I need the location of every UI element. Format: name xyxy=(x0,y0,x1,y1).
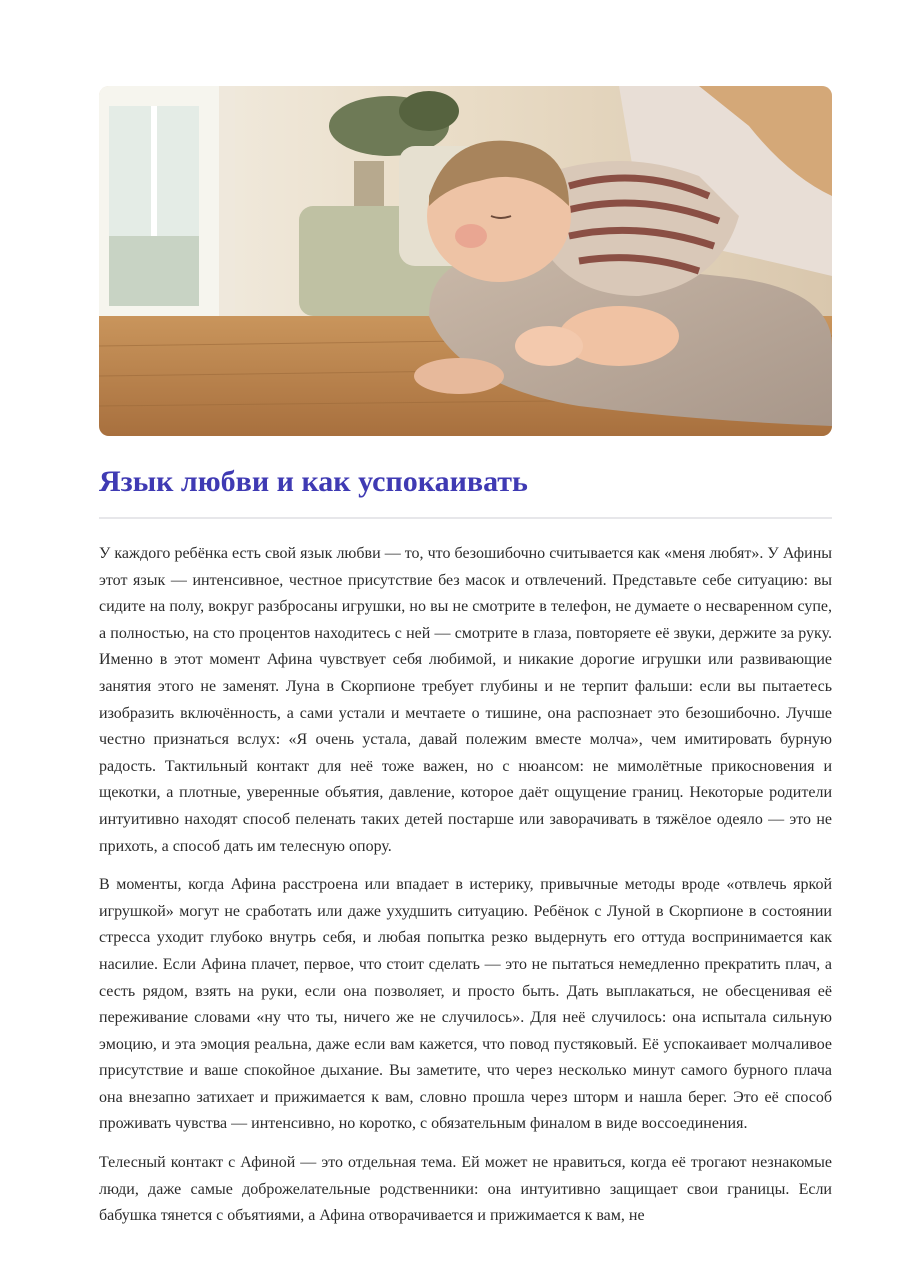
photo-child-sleeping-on-lap xyxy=(99,86,832,436)
article-body xyxy=(99,541,832,1242)
hero-photo xyxy=(99,86,832,436)
article-paragraph: Телесный контакт с Афиной — это отдельная тема. Ей может не нравиться, когда её трогают незнакомые люди, даже самые доброжелательные родственники: она интуитивно защищает свои границы. Если бабушка тянется с объятиями, а Афина отворачивается и прижимается к вам, не xyxy=(99,1154,832,1225)
article-title: Язык любви и как успокаивать xyxy=(99,465,528,498)
article-paragraph: В моменты, когда Афина расстроена или впадает в истерику, привычные методы вроде «отвлечь яркой игрушкой» могут не сработать или даже ухудшить ситуацию. Ребёнок с Луной в Скорпионе в состоянии стресса уходит глубоко внутрь себя, и любая попытка резко выдернуть его оттуда воспринимается как насилие. Если Афина плачет, первое, что стоит сделать — это не пытаться немедленно прекратить плач, а сесть рядом, взять на руки, если она позволяет, и просто быть. Дать выплакаться, не обесценивая её переживание словами «ну что ты, ничего же не случилось». Для неё случилось: она испытала сильную эмоцию, и эта эмоция реальна, даже если вам кажется, что повод пустяковый. Её успокаивает молчаливое присутствие и ваше спокойное дыхание. Вы заметите, что через несколько минут самого бурного плача она внезапно затихает и прижимается к вам, словно прошла через шторм и нашла берег. Это её способ проживать чувства — интенсивно, но коротко, с обязательным финалом в виде воссоединения. xyxy=(99,876,832,1133)
title-divider xyxy=(99,517,832,519)
article-paragraph: У каждого ребёнка есть свой язык любви — то, что безошибочно считывается как «меня любят». У Афины этот язык — интенсивное, честное присутствие без масок и отвлечений. Представьте себе ситуацию: вы сидите на полу, вокруг разбросаны игрушки, но вы не смотрите в телефон, не думаете о несваренном супе, а полностью, на сто процентов находитесь с ней — смотрите в глаза, повторяете её звуки, держите за руку. Именно в этот момент Афина чувствует себя любимой, и никакие дорогие игрушки или развивающие занятия этого не заменят. Луна в Скорпионе требует глубины и не терпит фальши: если вы пытаетесь изобразить включённость, а сами устали и мечтаете о тишине, она распознает это безошибочно. Лучше честно признаться вслух: «Я очень устала, давай полежим вместе молча», чем имитировать бурную радость. Тактильный контакт для неё тоже важен, но с нюансом: не мимолётные прикосновения и щекотки, а плотные, уверенные объятия, давление, которое даёт ощущение границ. Некоторые родители интуитивно находят способ пеленать таких детей постарше или заворачивать в тяжёлое одеяло — это не прихоть, а способ дать им телесную опору. xyxy=(99,545,832,855)
